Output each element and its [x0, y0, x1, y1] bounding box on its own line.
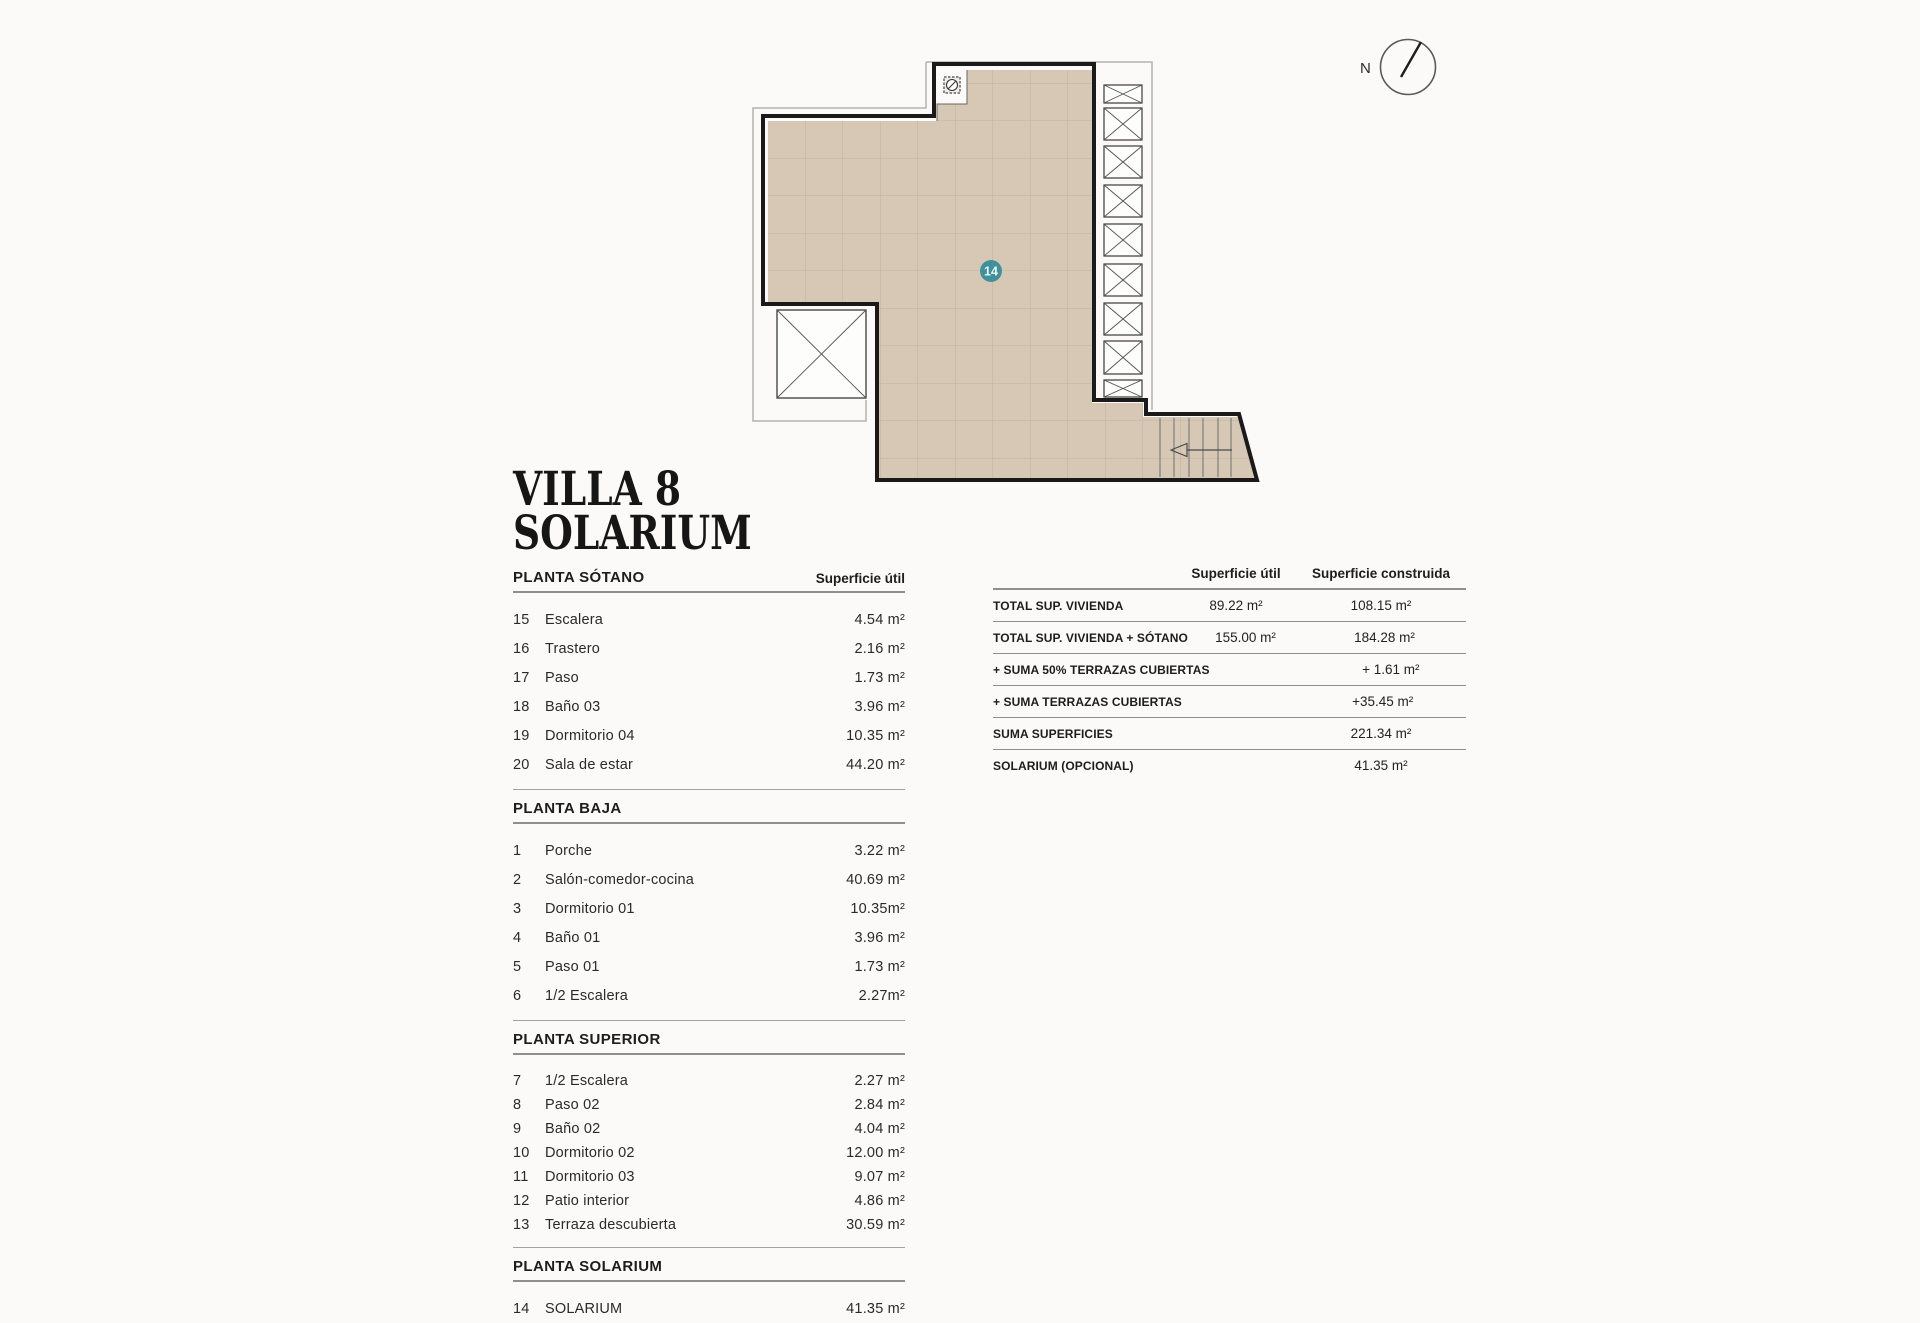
beam-box	[1104, 264, 1142, 296]
summary-constr-value: +35.45 m²	[1352, 694, 1414, 709]
totals-summary-table	[993, 566, 1466, 781]
section-title: PLANTA BAJA	[513, 800, 622, 817]
row-label: Dormitorio 01	[545, 900, 635, 917]
section-header-row	[513, 1258, 905, 1282]
row-area-value: 1.73 m²	[854, 669, 905, 686]
section-header-row	[513, 800, 905, 824]
summary-constr-value: + 1.61 m²	[1362, 662, 1420, 677]
row-label: Baño 02	[545, 1121, 601, 1137]
room-badge-label: 14	[984, 264, 998, 279]
row-area-value: 41.35 m²	[846, 1300, 905, 1317]
summary-label: SOLARIUM (OPCIONAL)	[993, 758, 1134, 773]
table-row	[513, 894, 905, 923]
row-label: Baño 01	[545, 929, 601, 946]
row-number: 10	[513, 1145, 530, 1161]
row-number: 16	[513, 640, 530, 657]
section-rows	[513, 1055, 905, 1237]
summary-constr-value: 221.34 m²	[1350, 726, 1412, 741]
table-row	[513, 1117, 905, 1141]
row-label: Trastero	[545, 640, 601, 657]
section-title: PLANTA SÓTANO	[513, 569, 645, 586]
solarium-floor-area	[768, 70, 1255, 478]
plan-section	[513, 789, 905, 1010]
row-number: 7	[513, 1073, 522, 1089]
row-area-value: 3.96 m²	[854, 929, 905, 946]
table-row	[513, 1165, 905, 1189]
row-label: Dormitorio 04	[545, 727, 635, 744]
row-area-value: 10.35 m²	[846, 727, 905, 744]
row-area-value: 4.04 m²	[854, 1121, 905, 1137]
row-label: Paso 02	[545, 1097, 600, 1113]
row-area-value: 10.35m²	[850, 900, 905, 917]
row-label: Paso	[545, 669, 579, 686]
table-row	[513, 836, 905, 865]
table-row	[513, 1093, 905, 1117]
summary-row	[993, 622, 1466, 654]
row-number: 12	[513, 1193, 530, 1209]
section-rows	[513, 593, 905, 779]
row-number: 8	[513, 1097, 522, 1113]
row-area-value: 44.20 m²	[846, 756, 905, 773]
table-row	[513, 1141, 905, 1165]
row-label: Dormitorio 03	[545, 1169, 635, 1185]
compass-needle-icon	[1401, 42, 1421, 77]
table-row	[513, 865, 905, 894]
summary-label: TOTAL SUP. VIVIENDA + SÓTANO	[993, 630, 1188, 645]
plan-section	[513, 569, 905, 779]
summary-row	[993, 686, 1466, 718]
table-row	[513, 750, 905, 779]
row-number: 5	[513, 958, 522, 975]
row-number: 6	[513, 987, 522, 1004]
row-label: Paso 01	[545, 958, 600, 975]
summary-util-value: 155.00 m²	[1215, 630, 1276, 645]
row-area-value: 40.69 m²	[846, 871, 905, 888]
compass-north-label: N	[1360, 60, 1371, 77]
solarium-floor-plan	[730, 25, 1475, 510]
table-row	[513, 1069, 905, 1093]
beam-box	[1104, 303, 1142, 335]
summary-util-value: 89.22 m²	[1209, 598, 1263, 613]
row-number: 1	[513, 842, 522, 859]
section-title: PLANTA SUPERIOR	[513, 1031, 661, 1048]
vent-marker-icon	[944, 77, 960, 93]
row-label: 1/2 Escalera	[545, 987, 628, 1004]
row-label: Salón-comedor-cocina	[545, 871, 695, 888]
plan-section	[513, 1020, 905, 1237]
table-row	[513, 1213, 905, 1237]
floor-areas-table	[513, 569, 905, 1323]
summary-label: + SUMA TERRAZAS CUBIERTAS	[993, 694, 1182, 709]
beam-box	[1104, 380, 1142, 397]
section-rows	[513, 1282, 905, 1323]
table-row	[513, 721, 905, 750]
summary-label: SUMA SUPERFICIES	[993, 726, 1113, 741]
north-compass	[1360, 40, 1436, 95]
row-number: 11	[513, 1169, 529, 1185]
row-area-value: 30.59 m²	[846, 1217, 905, 1233]
summary-label: + SUMA 50% TERRAZAS CUBIERTAS	[993, 662, 1210, 677]
row-area-value: 2.27 m²	[854, 1073, 905, 1089]
row-number: 14	[513, 1300, 530, 1317]
section-title: PLANTA SOLARIUM	[513, 1258, 663, 1275]
row-label: SOLARIUM	[545, 1300, 623, 1317]
row-label: Baño 03	[545, 698, 601, 715]
row-number: 15	[513, 611, 530, 628]
table-row	[513, 663, 905, 692]
page-title-line1: VILLA 8	[513, 462, 682, 517]
row-area-value: 2.84 m²	[854, 1097, 905, 1113]
row-number: 17	[513, 669, 530, 686]
room-number-badge	[980, 260, 1002, 282]
beam-box	[1104, 185, 1142, 217]
row-area-value: 1.73 m²	[854, 958, 905, 975]
summary-row	[993, 750, 1466, 781]
row-label: Sala de estar	[545, 756, 634, 773]
table-row	[513, 692, 905, 721]
summary-constr-value: 41.35 m²	[1354, 758, 1408, 773]
beam-box	[1104, 108, 1142, 140]
row-area-value: 9.07 m²	[854, 1169, 905, 1185]
pergola-beams-column	[1104, 85, 1142, 397]
row-number: 9	[513, 1121, 522, 1137]
summary-col-header-util: Superficie útil	[1191, 566, 1281, 581]
table-row	[513, 1189, 905, 1213]
summary-col-header-constr: Superficie construida	[1311, 566, 1451, 581]
section-rows	[513, 824, 905, 1010]
row-number: 13	[513, 1217, 530, 1233]
plan-section	[513, 1247, 905, 1323]
page-title-line2: SOLARIUM	[513, 506, 752, 561]
row-number: 20	[513, 756, 530, 773]
row-number: 18	[513, 698, 530, 715]
row-label: Porche	[545, 842, 593, 859]
summary-row	[993, 718, 1466, 750]
table-row	[513, 952, 905, 981]
row-area-value: 3.96 m²	[854, 698, 905, 715]
summary-constr-value: 108.15 m²	[1350, 598, 1412, 613]
row-label: 1/2 Escalera	[545, 1073, 628, 1089]
row-number: 3	[513, 900, 522, 917]
section-header-row	[513, 1031, 905, 1055]
beam-box	[1104, 85, 1142, 103]
row-label: Terraza descubierta	[545, 1217, 677, 1233]
row-number: 19	[513, 727, 530, 744]
row-area-value: 2.16 m²	[854, 640, 905, 657]
area-column-header: Superficie útil	[815, 571, 905, 586]
row-area-value: 4.54 m²	[854, 611, 905, 628]
page-title	[513, 462, 752, 561]
row-number: 2	[513, 871, 522, 888]
table-row	[513, 923, 905, 952]
row-label: Patio interior	[545, 1193, 630, 1209]
summary-header-row	[993, 566, 1466, 590]
row-area-value: 12.00 m²	[846, 1145, 905, 1161]
row-area-value: 3.22 m²	[854, 842, 905, 859]
beam-box	[1104, 224, 1142, 256]
summary-row	[993, 654, 1466, 686]
row-number: 4	[513, 929, 522, 946]
beam-box	[1104, 146, 1142, 178]
summary-constr-value: 184.28 m²	[1354, 630, 1415, 645]
row-label: Dormitorio 02	[545, 1145, 635, 1161]
row-area-value: 4.86 m²	[854, 1193, 905, 1209]
summary-rows	[993, 590, 1466, 781]
row-label: Escalera	[545, 611, 604, 628]
table-row	[513, 981, 905, 1010]
row-area-value: 2.27m²	[858, 987, 905, 1004]
beam-box	[1104, 341, 1142, 374]
summary-label: TOTAL SUP. VIVIENDA	[993, 598, 1124, 613]
table-row	[513, 605, 905, 634]
summary-row	[993, 590, 1466, 622]
skylight-box-left	[777, 310, 866, 398]
table-row	[513, 634, 905, 663]
table-row	[513, 1294, 905, 1323]
section-header-row	[513, 569, 905, 593]
